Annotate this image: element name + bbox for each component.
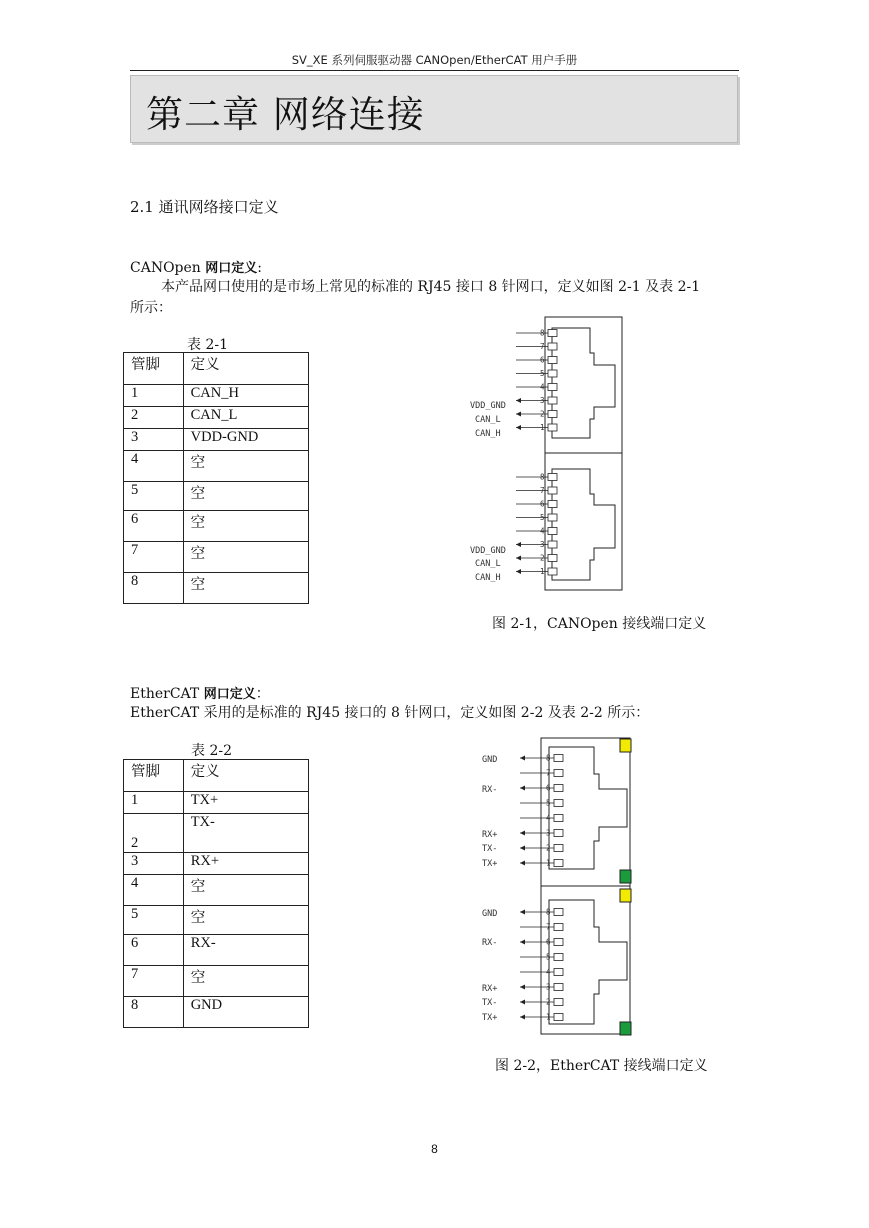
pin-number: 3 [546,828,551,838]
pin-number: 8 [540,328,545,338]
ethercat-rj45-diagram [476,736,636,1038]
pin-arrow [520,1000,525,1005]
label-rx-plus: RX+ [482,984,498,994]
pin-arrow [516,425,521,430]
pin-contact [554,815,563,822]
pin-contact [554,830,563,837]
pin-number: 1 [540,423,545,432]
pin-number: 1 [546,1012,551,1022]
label-can-l: CAN_L [475,415,501,425]
table-2-2-caption: 表 2-2 [191,743,232,759]
pin-number: 6 [540,355,545,365]
table-cell: 空 [183,542,308,573]
pin-contact [554,1014,563,1021]
label-tx-plus: TX+ [482,1013,498,1023]
page-number: 8 [431,1142,438,1156]
pin-number: 7 [546,922,551,932]
table-cell: 空 [183,573,308,604]
pin-number: 6 [546,783,551,793]
ethercat-heading-bold: 网口定义 [203,687,256,702]
pin-contact [548,330,557,337]
table-cell: RX+ [183,853,308,875]
pin-arrow [516,398,521,403]
label-tx-minus: TX- [482,998,498,1008]
pin-contact [554,860,563,867]
label-vdd-gnd: VDD_GND [470,401,506,411]
pin-arrow [520,1015,525,1020]
table-cell: 4 [124,875,184,906]
table-header-def: 定义 [183,353,308,385]
table-cell: 空 [183,875,308,906]
pin-contact [548,568,557,575]
table-cell: 空 [183,482,308,511]
canopen-heading-suffix: : [257,260,262,276]
pin-number: 8 [546,753,551,763]
pin-contact [548,424,557,431]
pin-number: 5 [546,798,551,808]
pin-arrow [520,985,525,990]
table-cell: 8 [124,573,184,604]
table-cell: 3 [124,853,184,875]
pin-number: 4 [540,526,545,536]
table-cell: CAN_H [183,385,308,407]
pin-contact [548,514,557,521]
table-header-pin: 管脚 [124,353,184,385]
led-green-upper [620,870,631,883]
pin-contact [548,541,557,548]
ethercat-heading-prefix: EtherCAT [130,686,204,702]
pin-table-canopen [123,352,309,604]
label-rx-plus: RX+ [482,830,498,840]
pin-number: 4 [546,813,551,823]
pin-arrow [520,831,525,836]
pin-number: 2 [540,553,545,563]
table-cell: 3 [124,429,184,451]
pin-contact [548,370,557,377]
section-title: 2.1 通讯网络接口定义 [130,198,279,216]
table-cell: GND [183,997,308,1028]
pin-arrow [520,910,525,915]
chapter-title: 第二章 网络连接 [146,93,425,136]
table-cell: 2 [124,814,184,853]
page-header: SV_XE 系列伺服驱动器 CANOpen/EtherCAT 用户手册 [291,53,578,67]
canopen-paragraph-line2: 所示： [130,300,172,316]
label-can-l: CAN_L [475,559,501,569]
pin-arrow [520,786,525,791]
pin-number: 7 [540,342,545,351]
pin-contact [548,487,557,494]
pin-number: 2 [540,409,545,419]
table-cell: 7 [124,542,184,573]
table-cell: 2 [124,407,184,429]
label-rx-minus: RX- [482,785,498,795]
table-header-def: 定义 [183,760,308,792]
pin-contact [548,474,557,481]
table-cell: 空 [183,511,308,542]
canopen-rj45-diagram [466,314,626,594]
label-can-h: CAN_H [475,429,501,439]
pin-contact [554,845,563,852]
pin-number: 3 [540,396,545,405]
pin-contact [548,555,557,562]
table-cell: 6 [124,511,184,542]
table-cell: 5 [124,906,184,935]
table-2-1-caption: 表 2-1 [187,337,228,353]
pin-contact [548,501,557,508]
table-cell: 6 [124,935,184,966]
pin-contact [548,397,557,404]
figure-2-1-caption: 图 2-1，CANOpen 接线端口定义 [492,616,707,632]
label-tx-plus: TX+ [482,859,498,869]
table-cell: CAN_L [183,407,308,429]
canopen-heading-prefix: CANOpen [130,260,206,276]
pin-contact [548,384,557,391]
pin-arrow [516,412,521,417]
pin-contact [554,924,563,931]
table-cell: 1 [124,792,184,814]
pin-number: 1 [546,858,551,868]
led-green-lower [620,1022,631,1035]
ethercat-heading [130,683,270,703]
pin-contact [548,528,557,535]
pin-number: 7 [540,486,545,495]
pin-table-ethercat [123,759,309,1028]
pin-number: 4 [546,967,551,977]
pin-arrow [516,556,521,561]
canopen-heading [130,257,262,276]
label-gnd: GND [482,909,498,919]
pin-number: 3 [546,982,551,992]
pin-contact [554,785,563,792]
table-cell: RX- [183,935,308,966]
table-cell: 8 [124,997,184,1028]
table-cell: 空 [183,906,308,935]
pin-contact [554,969,563,976]
table-cell: 4 [124,451,184,482]
pin-number: 7 [546,768,551,778]
table-cell: 空 [183,451,308,482]
pin-number: 2 [546,843,551,853]
label-gnd: GND [482,755,498,765]
pin-contact [554,939,563,946]
pin-number: 8 [546,907,551,917]
pin-contact [554,909,563,916]
pin-number: 6 [546,937,551,947]
pin-contact [548,343,557,350]
pin-arrow [520,756,525,761]
pin-number: 3 [540,540,545,549]
table-header-pin: 管脚 [124,760,184,792]
pin-contact [554,999,563,1006]
pin-number: 5 [540,513,545,522]
label-rx-minus: RX- [482,938,498,948]
pin-contact [554,770,563,777]
label-can-h: CAN_H [475,573,501,583]
canopen-paragraph-line1: 本产品网口使用的是市场上常见的标准的 RJ45 接口 8 针网口，定义如图 2-1 及表 2-1 [161,279,701,295]
ethercat-paragraph: EtherCAT 采用的是标准的 RJ45 接口的 8 针网口，定义如图 2-2 及表 2-2 所示： [130,705,650,721]
table-cell: 5 [124,482,184,511]
pin-number: 1 [540,567,545,576]
table-cell: 空 [183,966,308,997]
pin-number: 6 [540,499,545,509]
pin-number: 5 [540,369,545,378]
pin-arrow [520,846,525,851]
table-cell: VDD-GND [183,429,308,451]
table-cell: 7 [124,966,184,997]
pin-contact [548,411,557,418]
pin-number: 5 [546,952,551,962]
pin-arrow [516,542,521,547]
pin-contact [554,984,563,991]
table-cell: 1 [124,385,184,407]
pin-contact [554,800,563,807]
pin-contact [554,954,563,961]
ethercat-heading-suffix: ： [255,686,270,702]
pin-number: 2 [546,997,551,1007]
figure-2-2-caption: 图 2-2，EtherCAT 接线端口定义 [495,1058,708,1074]
pin-number: 4 [540,382,545,392]
label-tx-minus: TX- [482,844,498,854]
pin-arrow [520,940,525,945]
pin-contact [554,755,563,762]
pin-arrow [516,569,521,574]
table-cell: TX+ [183,792,308,814]
label-vdd-gnd: VDD_GND [470,546,506,556]
header-rule [130,70,739,71]
pin-contact [548,357,557,364]
canopen-heading-bold: 网口定义 [205,261,258,276]
led-yellow-upper [620,739,631,752]
led-yellow-lower [620,889,631,902]
pin-number: 8 [540,472,545,482]
table-cell: TX- [183,814,308,853]
pin-arrow [520,861,525,866]
